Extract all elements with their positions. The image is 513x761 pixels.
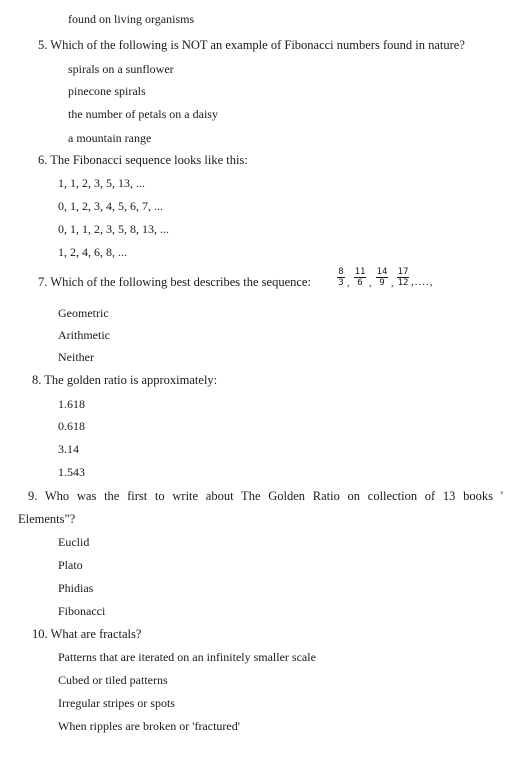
q9-option-1: Euclid — [58, 535, 90, 549]
q5-option-1: spirals on a sunflower — [68, 62, 174, 76]
q9-option-3: Phidias — [58, 581, 94, 595]
q10-option-3: Irregular stripes or spots — [58, 696, 175, 710]
question-10: 10. What are fractals? — [32, 627, 142, 641]
question-5: 5. Which of the following is NOT an example of Fibonacci numbers found in nature? — [38, 38, 465, 52]
fraction-4: 17 12 — [397, 267, 409, 288]
fraction-separator: , — [369, 278, 372, 289]
q8-option-4: 1.543 — [58, 465, 85, 479]
question-8: 8. The golden ratio is approximately: — [32, 373, 218, 387]
q10-option-4: When ripples are broken or 'fractured' — [58, 719, 240, 733]
q6-option-2: 0, 1, 2, 3, 4, 5, 6, 7, ... — [58, 199, 163, 213]
question-9-line-1: 9. Who was the first to write about The Golden Ratio on collection of 13 books ' — [28, 489, 503, 503]
question-9-line-2: Elements"? — [18, 512, 76, 526]
q10-option-1: Patterns that are iterated on an infinitely smaller scale — [58, 650, 316, 664]
q9-option-4: Fibonacci — [58, 604, 106, 618]
q7-option-1: Geometric — [58, 306, 109, 320]
q5-option-4: a mountain range — [68, 131, 152, 145]
q9-option-2: Plato — [58, 558, 83, 572]
fraction-2: 11 6 — [354, 267, 366, 288]
q5-option-2: pinecone spirals — [68, 84, 146, 98]
q6-option-1: 1, 1, 2, 3, 5, 13, ... — [58, 176, 145, 190]
q6-option-3: 0, 1, 1, 2, 3, 5, 8, 13, ... — [58, 222, 169, 236]
fraction-3: 14 9 — [376, 267, 388, 288]
q4-continuation: found on living organisms — [68, 12, 195, 26]
fraction-1: 8 3 — [338, 267, 344, 288]
q7-option-2: Arithmetic — [58, 328, 110, 342]
q5-option-3: the number of petals on a daisy — [68, 107, 218, 121]
q8-option-3: 3.14 — [58, 442, 79, 456]
q6-option-4: 1, 2, 4, 6, 8, ... — [58, 245, 127, 259]
question-6: 6. The Fibonacci sequence looks like this: — [38, 153, 248, 167]
fraction-separator: , — [391, 278, 394, 289]
q7-option-3: Neither — [58, 350, 94, 364]
fraction-separator: , — [347, 278, 350, 289]
q8-option-2: 0.618 — [58, 419, 85, 433]
q8-option-1: 1.618 — [58, 397, 85, 411]
question-7: 7. Which of the following best describes the sequence: — [38, 275, 311, 289]
sequence-ellipsis: ,...., — [411, 276, 434, 288]
q10-option-2: Cubed or tiled patterns — [58, 673, 168, 687]
